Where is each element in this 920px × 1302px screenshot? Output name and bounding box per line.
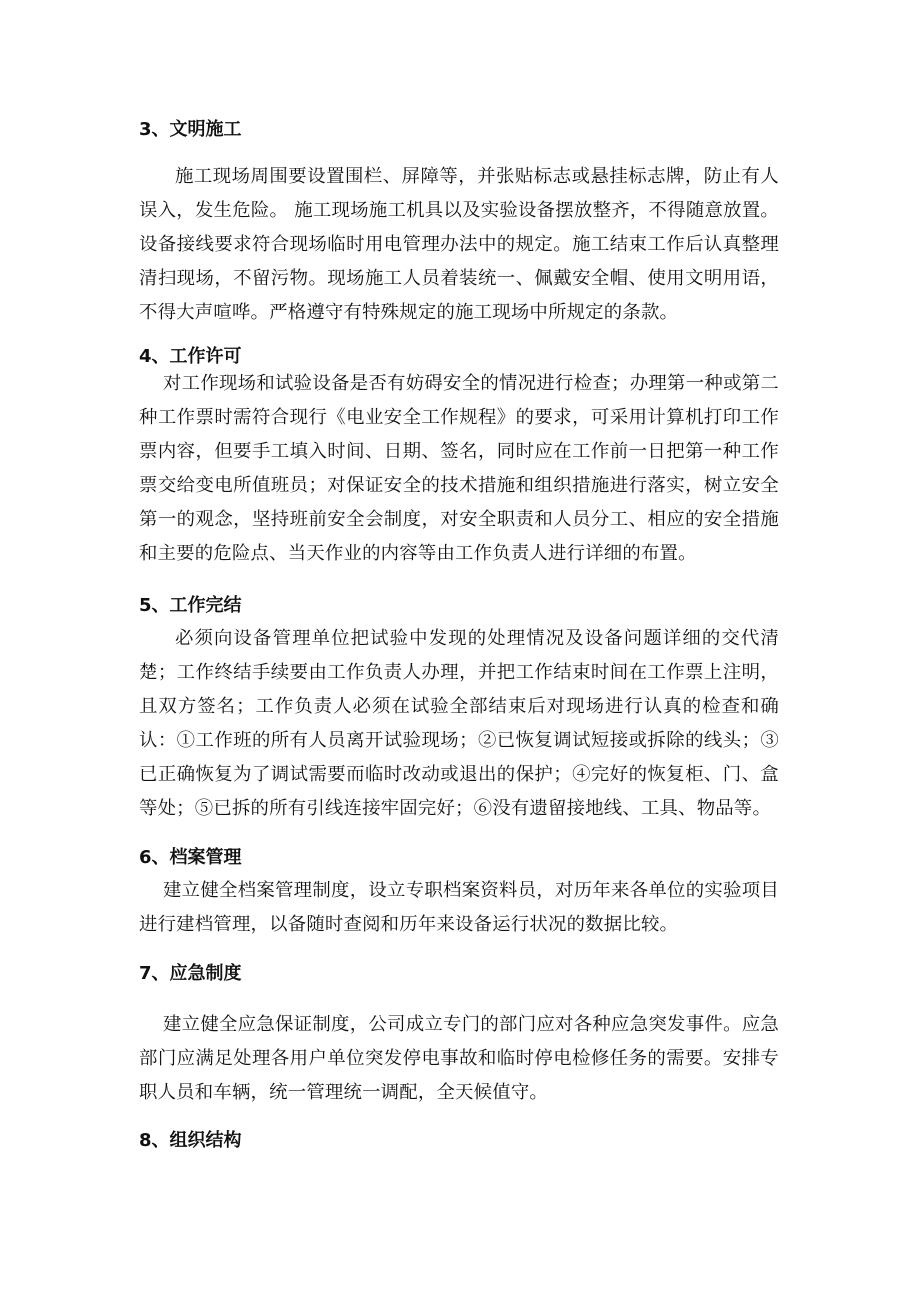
section-body-7: 建立健全应急保证制度，公司成立专门的部门应对各种应急突发事件。应急部门应满足处理各用户单位突发停电事故和临时停电检修任务的需要。安排专职人员和车辆，统一管理统一调配，全天候值守。: [139, 1014, 779, 1103]
section-body-6: 建立健全档案管理制度，设立专职档案资料员，对历年来各单位的实验项目进行建档管理，以备随时查阅和历年来设备运行状况的数据比较。: [139, 880, 779, 935]
section-body-4: 对工作现场和试验设备是否有妨碍安全的情况进行检查；办理第一种或第二种工作票时需符合现行《电业安全工作规程》的要求，可采用计算机打印工作票内容，但要手工填入时间、日期、签名，同时应在工作前一日把第一种工作票交给变电所值班员；对保证安全的技术措施和组织措施进行落实，树立安全第一的观念，坚持班前安全会制度，对安全职责和人员分工、相应的安全措施和主要的危险点、当天作业的内容等由工作负责人进行详细的布置。: [139, 373, 779, 564]
section-heading-5: 5、工作完结: [139, 595, 242, 616]
section-heading-3: 3、文明施工: [139, 119, 242, 140]
section-heading-6: 6、档案管理: [139, 847, 242, 868]
section-heading-8: 8、组织结构: [139, 1130, 242, 1151]
section-heading-7: 7、应急制度: [139, 963, 242, 984]
section-heading-4: 4、工作许可: [139, 346, 242, 367]
section-body-3: 施工现场周围要设置围栏、屏障等，并张贴标志或悬挂标志牌，防止有人误入，发生危险。 施工现场施工机具以及实验设备摆放整齐，不得随意放置。设备接线要求符合现场临时用电管理办法中的规定。施工结束工作后认真整理清扫现场，不留污物。现场施工人员着装统一、佩戴安全帽、使用文明用语，不得大声喧哗。严格遵守有特殊规定的施工现场中所规定的条款。: [139, 166, 779, 323]
section-body-5: 必须向设备管理单位把试验中发现的处理情况及设备问题详细的交代清楚；工作终结手续要由工作负责人办理，并把工作结束时间在工作票上注明，且双方签名；工作负责人必须在试验全部结束后对现场进行认真的检查和确认：①工作班的所有人员离开试验现场；②已恢复调试短接或拆除的线头；③已正确恢复为了调试需要而临时改动或退出的保护；④完好的恢复柜、门、盒等处；⑤已拆的所有引线连接牢固完好；⑥没有遗留接地线、工具、物品等。: [139, 628, 779, 819]
